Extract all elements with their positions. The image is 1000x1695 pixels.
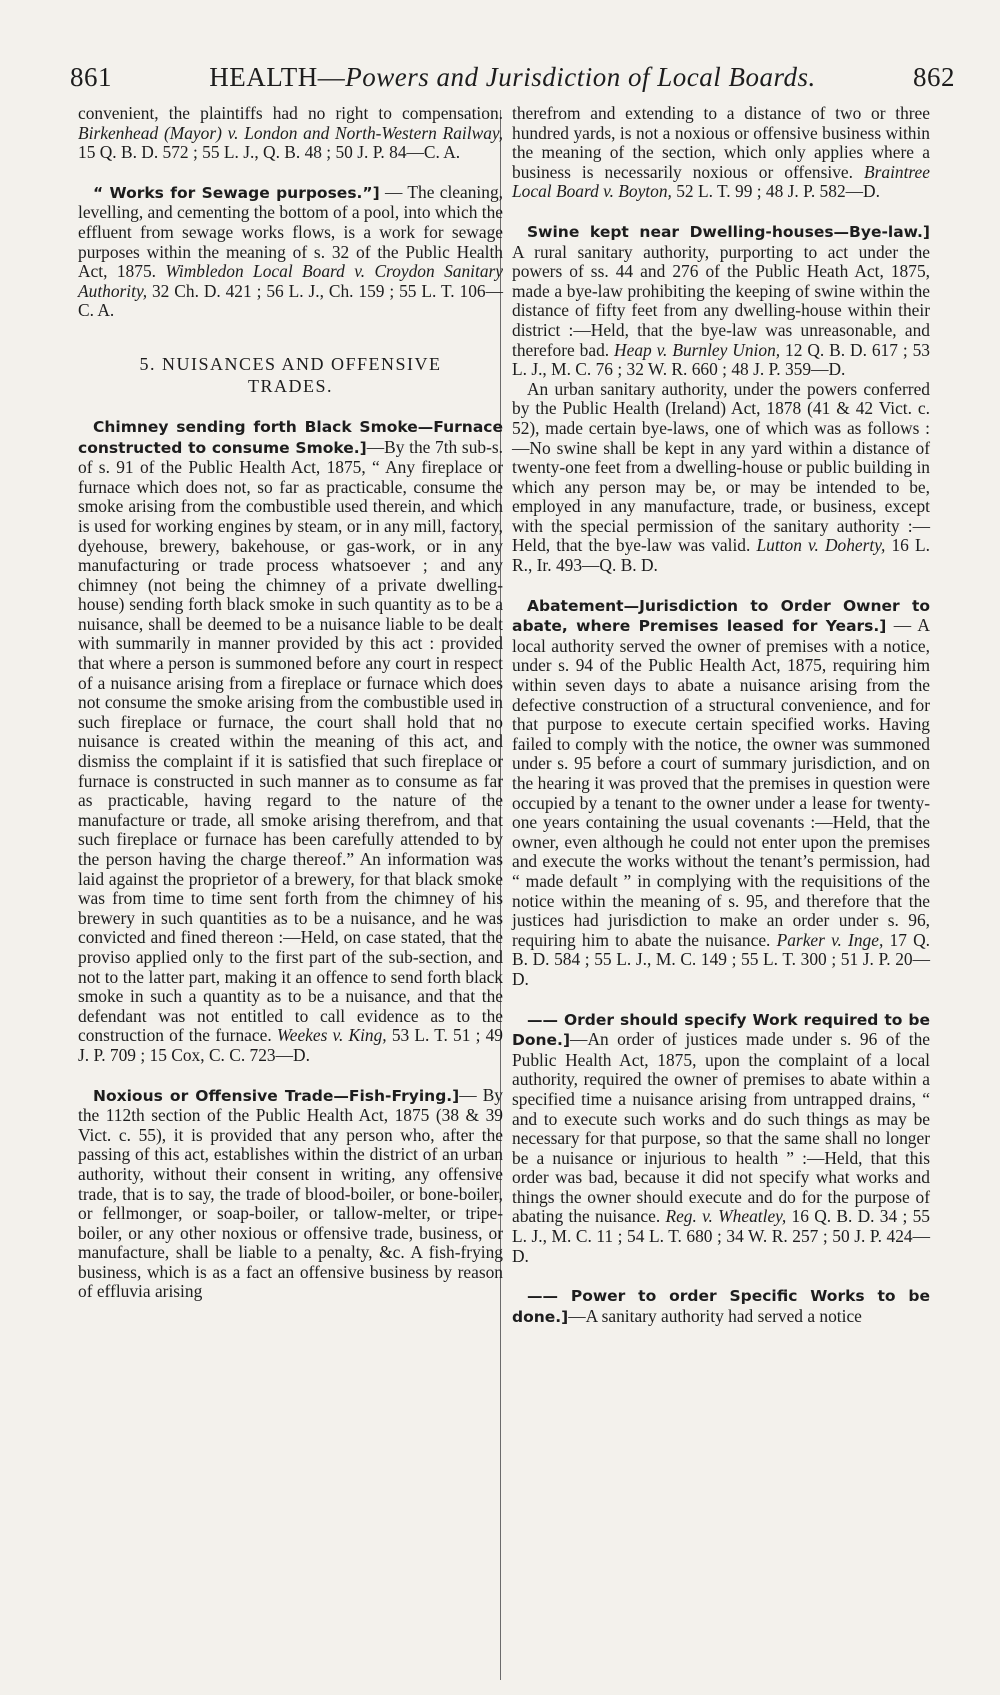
left-column — [78, 104, 503, 1302]
paragraph — [78, 183, 503, 321]
paragraph-text: A rural sanitary authority, purporting to act under the powers of ss. 44 and 276 of the Public Heath Act, 1875, made a bye-law prohibiting the keeping of swine within the distance of fifty feet from any dwelling-house within their district :—Held, that the bye-law was unreasonable, and therefore bad. — [512, 241, 930, 360]
citation: 53 L. T. 51 ; 49 J. P. 709 ; 15 Cox, C. C. 723—D. — [78, 1025, 503, 1065]
citation: 17 Q. B. D. 584 ; 55 L. J., M. C. 149 ; 55 L. T. 300 ; 51 J. P. 20—D. — [512, 929, 931, 989]
paragraph-text: therefrom and extending to a distance of two or three hundred yards, is not a noxious or offensive business within the meaning of the section, which only applies where a business is necessarily noxious or offensive. — [512, 103, 930, 182]
page-number-left: 861 — [70, 62, 112, 92]
case-name: Heap v. Burnley Union, — [614, 339, 781, 360]
paragraph-text: —By the 7th sub-s. of s. 91 of the Public Health Act, 1875, “ Any fireplace or furnace which does not, so far as practicable, consume the smoke arising from the combustible used therein, and which is used for working engines by steam, or in any mill, factory, dyehouse, brewery, bakehouse, or gas-work, or in any manufacturing or trade process whatsoever ; and any chimney (not being the chimney of a private dwelling-house) sending forth black smoke in such quantity as to be a nuisance, shall be deemed to be a nuisance liable to be dealt with summarily in manner provided by this act : provided that where a person is summoned before any court in respect of a nuisance arising from a fireplace or furnace which does not consume the smoke arising from the combustible used in such fireplace or furnace, the court shall hold that no nuisance is created within the meaning of this act, and dismiss the complaint if it is satisfied that such fireplace or furnace is constructed in such manner as to consume as far as practicable, having regard to the nature of the manufacture or trade, all smoke arising therefrom, and that such fireplace or furnace has been carefully attended to by the person having the charge thereof.” An information was laid against the proprietor of a brewery, for that black smoke was from time to time sent forth from the chimney of his brewery in such quantities as to be a nuisance, and he was convicted and fined thereon :—Held, on case stated, that the proviso applied only to the first part of the sub-section, and not to the latter part, making it an offence to send forth black smoke in such a quantity as to be a nuisance, and that the defendant was not entitled to call evidence as to the construction of the furnace. — [78, 436, 503, 1046]
running-title-main: HEALTH— — [209, 62, 346, 92]
paragraph-text: — The cleaning, levelling, and cementing the bottom of a pool, into which the effluent from sewage works flows, is a work for sewage purposes within the meaning of s. 32 of the Public Health Act, 1875. — [78, 181, 504, 282]
paragraph-heading: Chimney sending forth Black Smoke—Furnace constructed to consume Smoke.] — [78, 417, 503, 457]
running-title — [112, 62, 913, 93]
paragraph — [78, 104, 503, 163]
citation: 16 Q. B. D. 34 ; 55 L. J., M. C. 11 ; 54 L. T. 680 ; 34 W. R. 257 ; 50 J. P. 424—D. — [512, 1206, 930, 1266]
paragraph-heading: —— Order should specify Work required to be Done.] — [512, 1010, 930, 1050]
paragraph-text: —A sanitary authority had served a notice — [568, 1305, 862, 1326]
paragraph — [512, 222, 930, 380]
paragraph — [512, 1010, 930, 1267]
citation: 12 Q. B. D. 617 ; 53 L. J., M. C. 76 ; 32 W. R. 660 ; 48 J. P. 359—D. — [512, 339, 930, 380]
paragraph-heading: Noxious or Offensive Trade—Fish-Frying.] — [93, 1086, 460, 1105]
paragraph-text: An urban sanitary authority, under the powers conferred by the Public Health (Ireland) Act, 1878 (41 & 42 Vict. c. 52), made certain bye-laws, one of which was as follows :—No swine shall be kept in any yard within a distance of twenty-one feet from a dwelling-house or public building in which any person may be, or may be intended to be, employed in any manufacture, trade, or business, except with the special permission of the sanitary authority :—Held, that the bye-law was valid. — [512, 378, 930, 556]
case-name: Birkenhead (Mayor) v. London and North-Western Railway, — [78, 122, 503, 143]
citation: 52 L. T. 99 ; 48 J. P. 582—D. — [676, 181, 880, 202]
paragraph — [512, 1286, 930, 1327]
citation: 32 Ch. D. 421 ; 56 L. J., Ch. 159 ; 55 L. T. 106—C. A. — [78, 280, 503, 321]
citation: 16 L. R., Ir. 493—Q. B. D. — [512, 535, 930, 576]
section-title-line: 5. NUISANCES AND OFFENSIVE — [139, 353, 442, 374]
running-title-sub: Powers and Jurisdiction of Local Boards. — [345, 62, 816, 92]
paragraph-heading: “ Works for Sewage purposes.”] — [93, 183, 380, 202]
right-column — [512, 104, 930, 1327]
paragraph — [78, 417, 503, 1066]
paragraph-text: convenient, the plaintiffs had no right to compensation. — [78, 103, 503, 123]
paragraph-heading: Swine kept near Dwelling-houses—Bye-law.] — [527, 222, 930, 241]
paragraph — [78, 1086, 503, 1303]
running-header — [70, 62, 955, 102]
paragraph-text: —An order of justices made under s. 96 of the Public Health Act, 1875, upon the complaint of a local authority, required the owner of premises to abate within a specified time a nuisance arising from untrapped drains, “ and to execute such works and do such things as may be necessary for that purpose, so that the same shall no longer be a nuisance or injurious to health ” :—Held, that this order was bad, because it did not specify what works and things the owner should execute and do for the purpose of abating the nuisance. — [512, 1029, 930, 1227]
paragraph — [512, 104, 930, 202]
citation: 15 Q. B. D. 572 ; 55 L. J., Q. B. 48 ; 50 J. P. 84—C. A. — [78, 142, 461, 163]
paragraph-heading: Abatement—Jurisdiction to Order Owner to abate, where Premises leased for Years.] — [512, 596, 930, 636]
paragraph — [512, 596, 930, 990]
case-name: Braintree Local Board v. Boyton, — [512, 161, 930, 202]
section-title-line: TRADES. — [247, 375, 333, 396]
paragraph-text: — By the 112th section of the Public Health Act, 1875 (38 & 39 Vict. c. 55), it is provided that any person who, after the passing of this act, establishes within the district of an urban authority, without their consent in writing, any offensive trade, that is to say, the trade of blood-boiler, or bone-boiler, or fellmonger, or soap-boiler, or tallow-melter, or tripe-boiler, or any other noxious or offensive trade, business, or manufacture, shall be liable to a penalty, &c. A fish-frying business, which is as a fact an offensive business by reason of effluvia arising — [78, 1084, 503, 1302]
paragraph-text: — A local authority served the owner of premises with a notice, under s. 94 of the Public Health Act, 1875, requiring him within seven days to abate a nuisance arising from the defective construction of a structural convenience, and for that purpose to execute certain specified works. Having failed to comply with the notice, the owner was summoned under s. 95 before a court of summary jurisdiction, and on the hearing it was proved that the premises in question were occupied by a tenant to the owner under a lease for twenty-one years containing the usual covenants :—Held, that the owner, even although he could not enter upon the premises and execute the works without the tenant’s permission, had “ made default ” in complying with the requisitions of the notice within the meaning of s. 95, and therefore that the justices had jurisdiction to make an order under s. 96, requiring him to abate the nuisance. — [512, 615, 930, 950]
paragraph-heading: —— Power to order Specific Works to be done.] — [512, 1287, 930, 1326]
paragraph — [512, 380, 930, 576]
case-name: Reg. v. Wheatley, — [665, 1206, 787, 1227]
case-name: Lutton v. Doherty, — [756, 535, 886, 556]
case-name: Weekes v. King, — [276, 1025, 387, 1046]
page-number-right: 862 — [913, 62, 955, 92]
section-title — [78, 353, 503, 397]
case-name: Wimbledon Local Board v. Croydon Sanitary Authority, — [78, 261, 503, 301]
case-name: Parker v. Inge, — [776, 929, 884, 950]
